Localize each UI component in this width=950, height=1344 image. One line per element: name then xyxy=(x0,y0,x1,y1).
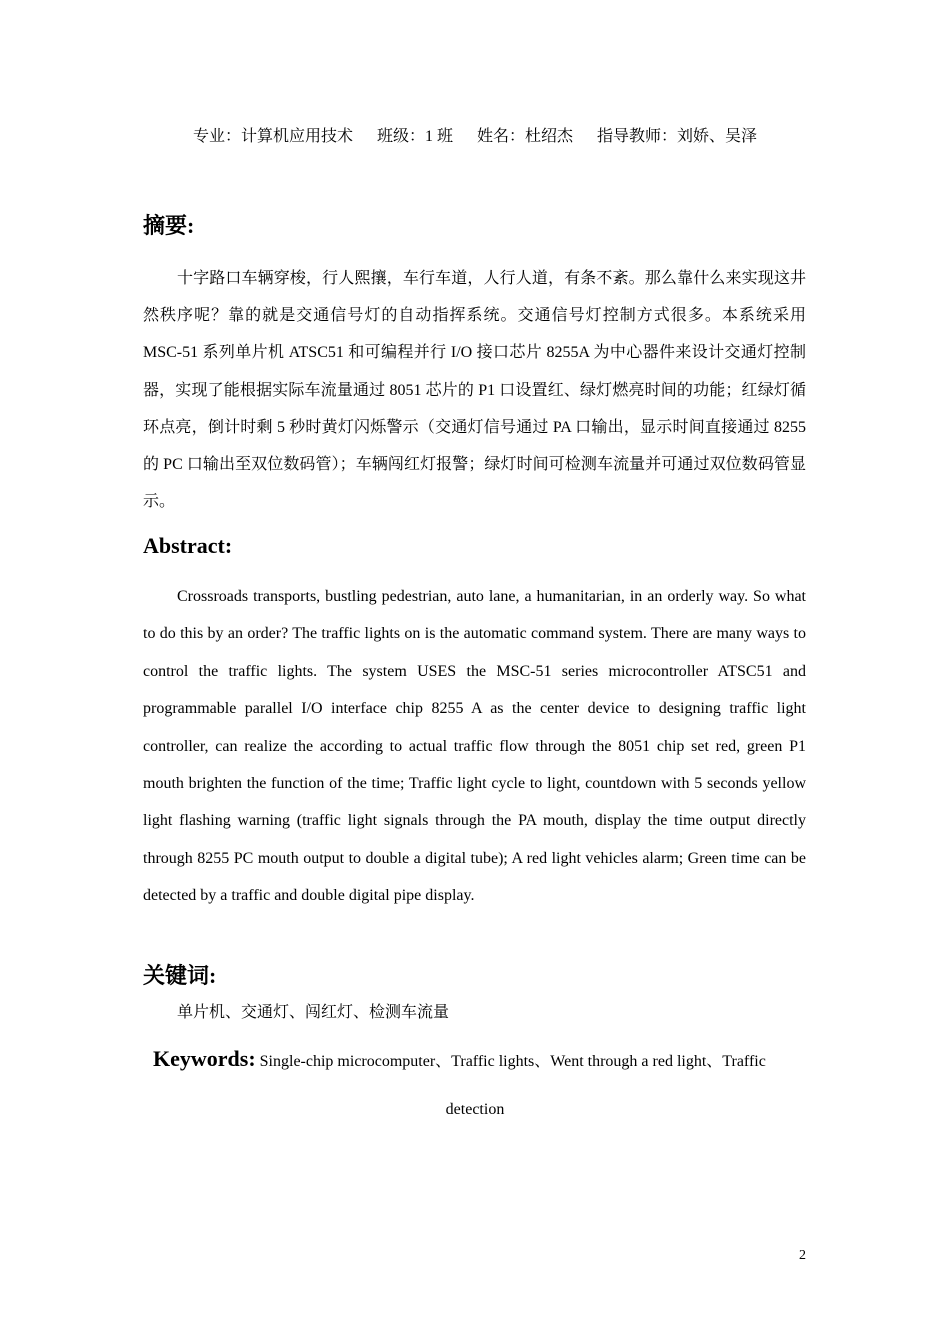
keywords-cn-heading: 关键词: xyxy=(143,963,217,988)
student-name-field: 姓名：杜绍杰 xyxy=(477,128,574,145)
major-field: 专业：计算机应用技术 xyxy=(192,128,353,145)
abstract-cn-body: 十字路口车辆穿梭，行人熙攘，车行车道，人行人道，有条不紊。那么靠什么来实现这井然秩序呢？靠的就是交通信号灯的自动指挥系统。交通信号灯控制方式很多。本系统采用 MSC-51 系列单片机 ATSC51 和可编程并行 I/O 接口芯片 8255A 为中心器件来设计交通灯控制器，实现了能根据实际车流量通过 8051 芯片的 P1 口设置红、绿灯燃亮时间的功能；红绿灯循环点亮，倒计时剩 5 秒时黄灯闪烁警示（交通灯信号通过 PA 口输出，显示时间直接通过 8255 的 PC 口输出至双位数码管）；车辆闯红灯报警；绿灯时间可检测车流量并可通过双位数码管显示。 xyxy=(143,270,806,511)
keywords-en-label: Keywords: xyxy=(153,1046,256,1071)
abstract-en-heading: Abstract: xyxy=(143,533,233,558)
teacher-field: 指导教师：刘娇、吴泽 xyxy=(597,128,758,145)
keywords-en-line xyxy=(153,1046,813,1072)
author-info-line xyxy=(0,127,950,147)
keywords-en-continuation: detection xyxy=(445,1101,505,1118)
abstract-cn-heading: 摘要: xyxy=(143,213,195,238)
class-field: 班级：1 班 xyxy=(376,128,453,145)
page-number: 2 xyxy=(799,1248,806,1263)
keywords-cn-text: 单片机、交通灯、闯红灯、检测车流量 xyxy=(177,1004,450,1021)
abstract-en-body: Crossroads transports, bustling pedestrian, auto lane, a humanitarian, in an orderly way. So what to do this by an order? The traffic lights on is the automatic command system. There are many ways to control the traffic lights. The system USES the MSC-51 series microcontroller ATSC51 and programmable parallel I/O interface chip 8255 A as the center device to designing traffic light controller, can realize the according to actual traffic flow through the 8051 chip set red, green P1 mouth brighten the function of the time; Traffic light cycle to light, countdown with 5 seconds yellow light flashing warning (traffic light signals through the PA mouth, display the time output directly through 8255 PC mouth output to double a digital tube); A red light vehicles alarm; Green time can be detected by a traffic and double digital pipe display. xyxy=(143,588,806,905)
keywords-en-text: Single-chip microcomputer、Traffic lights、Went through a red light、Traffic xyxy=(255,1053,766,1070)
